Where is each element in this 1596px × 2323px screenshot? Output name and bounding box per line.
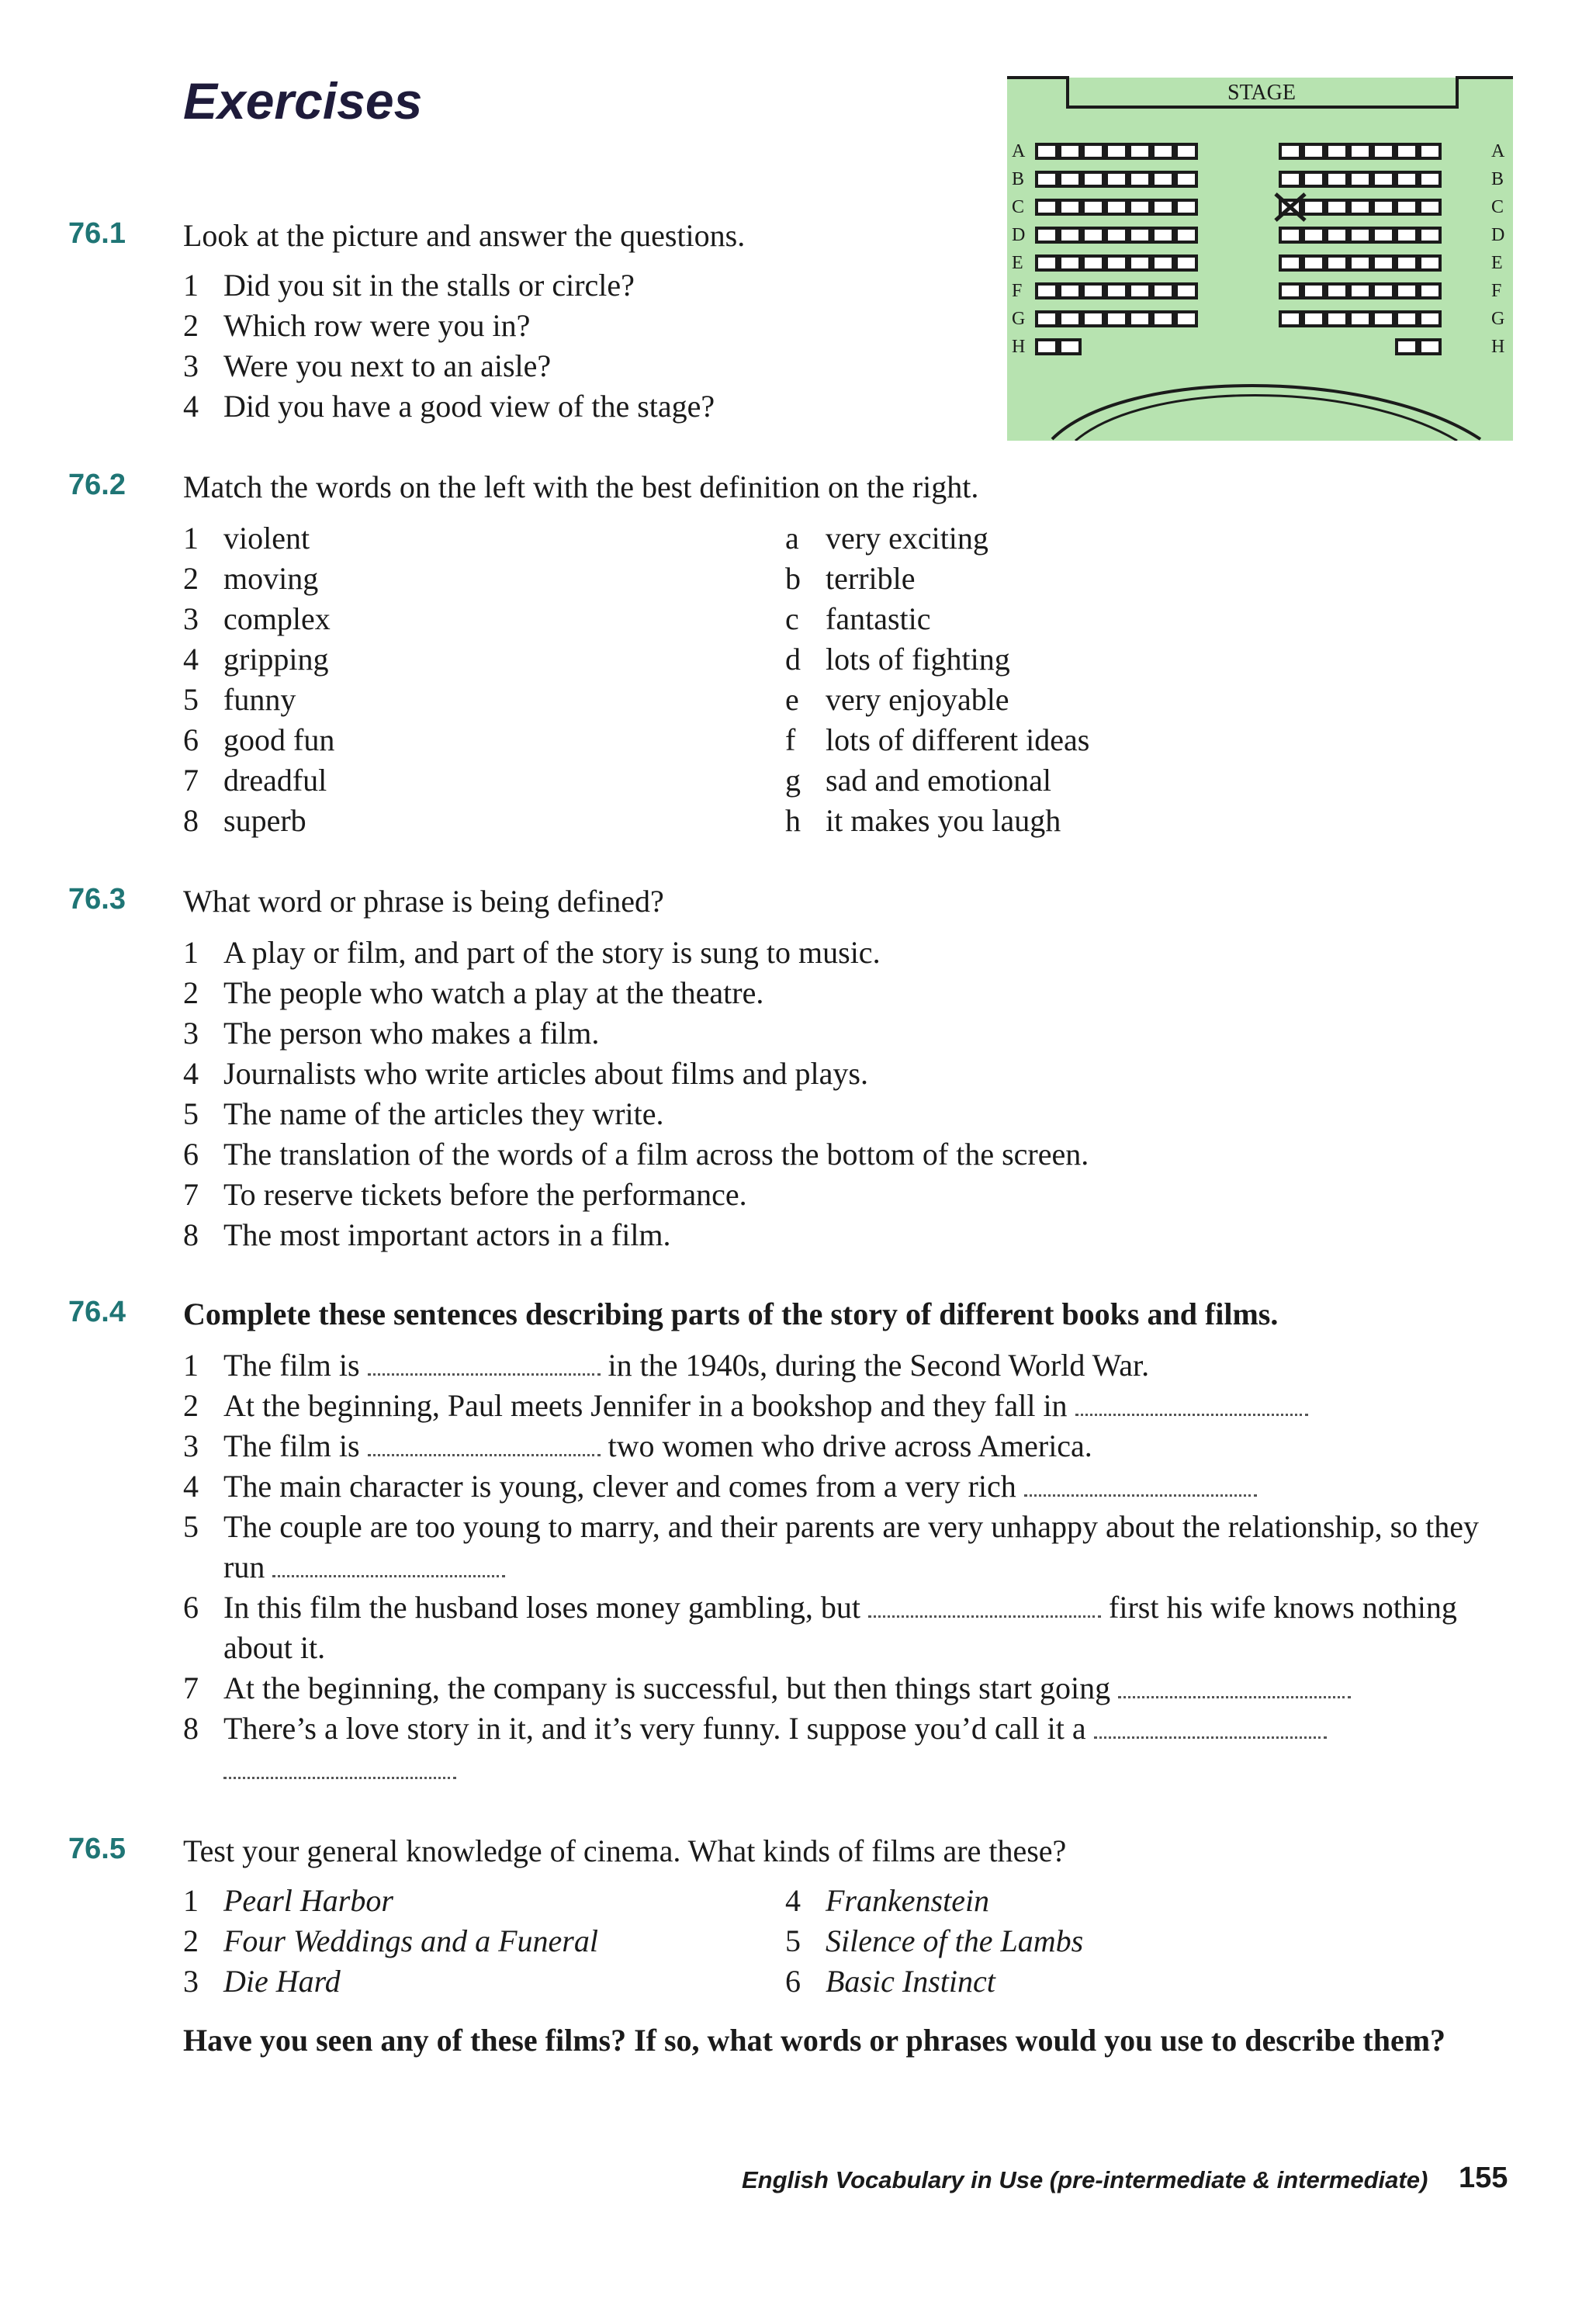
list-item [183,1054,1089,1094]
seat [1350,256,1370,270]
seat [1303,172,1324,186]
film-title: Die Hard [223,1964,341,1999]
item-number: 2 [183,308,199,343]
question-list [183,265,715,427]
follow-up-question: Have you seen any of these films? If so, what words or phrases would you use to describe them? [183,2023,1446,2058]
list-item [183,1507,1496,1587]
film-title: Four Weddings and a Funeral [223,1923,598,1958]
seat [1130,172,1150,186]
seat [1397,172,1417,186]
item-number: 3 [183,1016,199,1051]
list-item [183,1013,1089,1054]
item-text: Did you have a good view of the stage? [223,389,715,424]
seat [1176,200,1196,214]
item-text: fantastic [826,601,931,636]
item-text-before: The main character is young, clever and comes from a very rich [223,1469,1016,1504]
exercise-number: 76.1 [68,217,126,250]
seat [1176,144,1196,158]
completion-list [183,1345,1496,1789]
item-text: good fun [223,722,335,757]
row-label-right: G [1491,309,1505,329]
item-number: 8 [183,803,199,838]
seat [1153,312,1173,326]
item-number: 2 [183,1923,199,1958]
seat [1420,144,1440,158]
seat [1303,144,1324,158]
seat [1327,200,1347,214]
item-text: violent [223,521,310,556]
row-label-left: G [1012,309,1026,329]
list-item [183,1921,598,1961]
item-text-before: The film is [223,1348,360,1383]
item-number: 5 [183,1509,199,1544]
seat [1327,144,1347,158]
word-list [183,518,334,841]
exercise-instruction: Look at the picture and answer the questions. [183,218,746,253]
seat [1397,256,1417,270]
seat [1083,200,1103,214]
item-text: The translation of the words of a film across the bottom of the screen. [223,1137,1089,1172]
item-number: 2 [183,1388,199,1423]
seat [1397,284,1417,298]
seat [1327,228,1347,242]
seat [1397,144,1417,158]
item-number: 4 [785,1883,801,1918]
seat [1083,312,1103,326]
seat [1327,284,1347,298]
item-text: Did you sit in the stalls or circle? [223,268,635,303]
item-letter: c [785,601,799,636]
list-item [183,680,334,720]
seat [1280,256,1300,270]
seat [1060,172,1080,186]
item-number: 8 [183,1217,199,1252]
list-item [183,599,334,639]
seat [1153,144,1173,158]
exercise-instruction: Test your general knowledge of cinema. What kinds of films are these? [183,1833,1067,1868]
item-number: 2 [183,561,199,596]
list-item [183,933,1089,973]
item-number: 4 [183,1056,199,1091]
film-title: Basic Instinct [826,1964,995,1999]
item-text: moving [223,561,319,596]
item-text: very exciting [826,521,988,556]
seat [1373,284,1393,298]
exercise-instruction: Match the words on the left with the best definition on the right. [183,469,979,504]
seat [1420,172,1440,186]
item-number: 4 [183,642,199,677]
list-item [785,801,1089,841]
seat [1037,172,1057,186]
list-item [785,760,1089,801]
seat [1303,284,1324,298]
item-number: 6 [183,1590,199,1625]
exercise-instruction: What word or phrase is being defined? [183,884,664,919]
seat [1083,172,1103,186]
item-number: 5 [785,1923,801,1958]
exercise-number: 76.2 [68,469,126,501]
seat [1037,200,1057,214]
seat [1060,228,1080,242]
item-text-after: in the 1940s, during the Second World War. [608,1348,1150,1383]
seat [1037,256,1057,270]
seating-plan-diagram [1007,73,1513,441]
book-title-footer: English Vocabulary in Use (pre-intermediate & intermediate) [742,2166,1428,2193]
item-text: The name of the articles they write. [223,1096,664,1131]
seat [1176,228,1196,242]
list-item [183,1961,598,2002]
seat [1373,172,1393,186]
item-number: 2 [183,975,199,1010]
seat [1373,228,1393,242]
seat [1280,172,1300,186]
row-label-left: H [1012,337,1026,357]
seat [1350,200,1370,214]
item-text: gripping [223,642,329,677]
list-item [183,1386,1496,1426]
item-text: superb [223,803,306,838]
list-item [785,518,1089,559]
row-label-left: B [1012,169,1025,189]
list-item [785,1961,1083,2002]
row-label-right: C [1491,197,1504,217]
item-text-before: The film is [223,1428,360,1463]
seat [1350,172,1370,186]
item-number: 6 [183,1137,199,1172]
seat [1373,312,1393,326]
item-number: 1 [183,935,199,970]
seat [1083,284,1103,298]
row-label-right: A [1491,141,1505,161]
seat [1280,284,1300,298]
film-title: Frankenstein [826,1883,990,1918]
item-letter: h [785,803,801,838]
seat [1060,340,1080,354]
list-item [183,1668,1496,1708]
page-title: Exercises [183,72,423,130]
list-item [183,1881,598,1921]
list-item [785,559,1089,599]
list-item [183,1175,1089,1215]
item-letter: d [785,642,801,677]
seat [1153,228,1173,242]
seat [1280,228,1300,242]
list-item [785,639,1089,680]
item-number: 5 [183,1096,199,1131]
seat [1350,312,1370,326]
item-number: 7 [183,1177,199,1212]
list-item [785,1881,1083,1921]
item-letter: f [785,722,796,757]
list-item [785,720,1089,760]
list-item [183,1215,1089,1255]
seat [1130,228,1150,242]
seat [1130,312,1150,326]
list-item [183,1708,1496,1789]
list-item [183,639,334,680]
film-title: Silence of the Lambs [826,1923,1084,1958]
list-item [183,973,1089,1013]
item-number: 3 [183,1964,199,1999]
seat [1083,144,1103,158]
answer-blank[interactable] [1094,1715,1327,1739]
seat [1350,228,1370,242]
seat [1153,200,1173,214]
seat [1420,312,1440,326]
item-text-before: There’s a love story in it, and it’s very funny. I suppose you’d call it a [223,1711,1086,1746]
seat [1106,144,1127,158]
item-number: 4 [183,1469,199,1504]
seat [1083,228,1103,242]
list-item [183,1094,1089,1134]
list-item [785,599,1089,639]
exercise-instruction: Complete these sentences describing parts of the story of different books and films. [183,1297,1279,1331]
item-text: The people who watch a play at the theatre. [223,975,764,1010]
item-number: 3 [183,601,199,636]
seat [1420,200,1440,214]
seat [1106,172,1127,186]
list-item [183,1345,1496,1386]
film-list-left [183,1881,598,2002]
item-number: 8 [183,1711,199,1746]
seat [1176,256,1196,270]
item-number: 5 [183,682,199,717]
answer-blank[interactable] [1118,1674,1351,1698]
item-number: 3 [183,348,199,383]
item-number: 6 [183,722,199,757]
seat [1176,284,1196,298]
exercise-number: 76.3 [68,883,126,916]
row-label-right: D [1491,225,1505,245]
seat [1037,284,1057,298]
film-list-right [785,1881,1083,2002]
answer-blank[interactable] [272,1553,505,1577]
definition-question-list [183,933,1089,1255]
seat [1153,284,1173,298]
list-item [785,680,1089,720]
row-label-right: E [1491,253,1503,273]
item-letter: a [785,521,799,556]
list-item [183,386,715,427]
item-text: The person who makes a film. [223,1016,600,1051]
list-item [183,1426,1496,1466]
seat [1060,200,1080,214]
item-number: 4 [183,389,199,424]
seat [1106,200,1127,214]
seat [1083,256,1103,270]
item-letter: e [785,682,799,717]
list-item [183,346,715,386]
seat [1303,200,1324,214]
item-text: To reserve tickets before the performance. [223,1177,747,1212]
seat [1420,340,1440,354]
seat [1350,144,1370,158]
seat [1176,312,1196,326]
item-number: 1 [183,1883,199,1918]
page-number: 155 [1459,2162,1508,2194]
film-title: Pearl Harbor [223,1883,393,1918]
seat [1106,312,1127,326]
seating-plan [1007,73,1513,441]
item-text: lots of different ideas [826,722,1090,757]
answer-blank-continued[interactable] [223,1755,456,1779]
exercise-number: 76.4 [68,1296,126,1328]
exercise-number: 76.5 [68,1833,126,1865]
list-item [183,801,334,841]
seat [1280,312,1300,326]
seat [1060,144,1080,158]
seat [1397,200,1417,214]
seat [1350,284,1370,298]
seat [1153,256,1173,270]
seat [1303,256,1324,270]
item-number: 7 [183,763,199,798]
row-label-left: E [1012,253,1023,273]
seat [1420,284,1440,298]
item-text: lots of fighting [826,642,1010,677]
item-text: Journalists who write articles about films and plays. [223,1056,868,1091]
seat [1397,228,1417,242]
list-item [183,1466,1496,1507]
item-text-before: At the beginning, Paul meets Jennifer in a bookshop and they fall in [223,1388,1068,1423]
seat [1280,144,1300,158]
list-item [183,760,334,801]
seat [1130,200,1150,214]
item-text: complex [223,601,331,636]
item-number: 1 [183,521,199,556]
seat [1153,172,1173,186]
seat [1303,312,1324,326]
seat [1130,284,1150,298]
row-label-right: H [1491,337,1505,357]
item-letter: b [785,561,801,596]
seat [1303,228,1324,242]
seat [1106,256,1127,270]
list-item [183,1134,1089,1175]
seat [1130,144,1150,158]
list-item [183,518,334,559]
item-text: it makes you laugh [826,803,1061,838]
item-text: very enjoyable [826,682,1009,717]
row-label-left: C [1012,197,1025,217]
seat [1106,284,1127,298]
row-label-left: D [1012,225,1026,245]
item-number: 6 [785,1964,801,1999]
item-number: 3 [183,1428,199,1463]
seat [1327,312,1347,326]
seat [1327,172,1347,186]
row-label-left: F [1012,281,1023,301]
seat [1037,312,1057,326]
stage-label: STAGE [1227,81,1296,105]
seat [1373,144,1393,158]
seat [1106,228,1127,242]
answer-blank[interactable] [1024,1473,1257,1497]
seat [1060,312,1080,326]
item-text: dreadful [223,763,327,798]
row-label-right: F [1491,281,1502,301]
seat [1037,340,1057,354]
list-item [183,265,715,306]
item-text-before: The couple are too young to marry, and their parents are very unhappy about the relationship, so they run [223,1509,1480,1584]
list-item [183,559,334,599]
seat [1176,172,1196,186]
item-text: Were you next to an aisle? [223,348,552,383]
seat [1037,228,1057,242]
list-item [183,720,334,760]
item-text: The most important actors in a film. [223,1217,671,1252]
list-item [785,1921,1083,1961]
item-text-after: first his wife knows nothing about it. [223,1590,1457,1665]
seat [1420,256,1440,270]
item-text: A play or film, and part of the story is sung to music. [223,935,881,970]
answer-blank[interactable] [868,1594,1101,1618]
seat [1037,144,1057,158]
item-number: 1 [183,1348,199,1383]
item-text-before: In this film the husband loses money gambling, but [223,1590,861,1625]
seat [1327,256,1347,270]
item-text-after: two women who drive across America. [608,1428,1092,1463]
item-text: terrible [826,561,916,596]
seat [1060,284,1080,298]
answer-blank[interactable] [368,1352,601,1376]
item-letter: g [785,763,801,798]
item-number: 1 [183,268,199,303]
item-number: 7 [183,1670,199,1705]
item-text: funny [223,682,296,717]
list-item [183,1587,1496,1668]
answer-blank[interactable] [368,1432,601,1456]
seat [1420,228,1440,242]
list-item [183,306,715,346]
definition-list [785,518,1089,841]
seat [1373,256,1393,270]
row-label-left: A [1012,141,1026,161]
seat [1130,256,1150,270]
seat [1373,200,1393,214]
item-text-before: At the beginning, the company is successful, but then things start going [223,1670,1111,1705]
row-label-right: B [1491,169,1504,189]
seat [1060,256,1080,270]
seat [1397,340,1417,354]
seat [1397,312,1417,326]
answer-blank[interactable] [1075,1392,1308,1416]
item-text: sad and emotional [826,763,1052,798]
item-text: Which row were you in? [223,308,531,343]
